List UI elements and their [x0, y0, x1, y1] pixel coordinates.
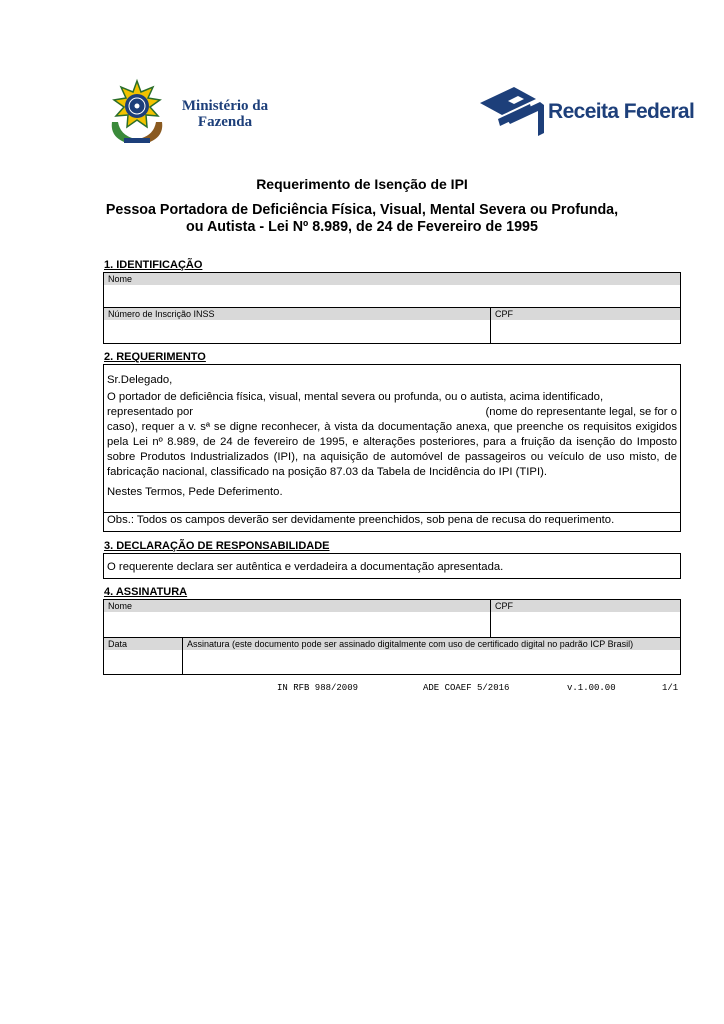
footer-ade: ADE COAEF 5/2016 — [423, 683, 510, 693]
assinatura-cpf-field[interactable] — [491, 600, 680, 612]
assinatura-label: Assinatura (este documento pode ser assinado digitalmente com uso de certificado digital no padrão ICP Brasil) — [183, 638, 680, 650]
subtitle-line2: ou Autista - Lei Nº 8.989, de 24 de Fevereiro de 1995 — [186, 219, 538, 235]
nome-label: Nome — [104, 273, 680, 285]
obs-text: Obs.: Todos os campos deverão ser devidamente preenchidos, sob pena de recusa do requerimento. — [107, 514, 615, 526]
assinatura-nome-label: Nome — [104, 600, 490, 612]
assinatura-nome-field[interactable] — [104, 600, 490, 612]
inss-field[interactable] — [104, 308, 490, 320]
representado-por-text: representado por — [107, 406, 194, 418]
form-title: Requerimento de Isenção de IPI — [256, 176, 468, 192]
closing-text: Nestes Termos, Pede Deferimento. — [107, 486, 283, 498]
assinatura-field[interactable] — [183, 638, 680, 650]
section-declaracao-heading: 3. DECLARAÇÃO DE RESPONSABILIDADE — [104, 540, 330, 552]
cpf-label: CPF — [491, 308, 680, 320]
body-paragraph: caso), requer a v. sª se digne reconhecer, à vista da documentação anexa, que preenche os requisitos exigidos pela Lei nº 8.989, de 24 de fevereiro de 1995, e alterações posteriores, para a fruição da isenção do Imposto sobre Produtos Industrializados (IPI), na aquisição de automóvel de passageiros ou veículo de uso misto, de fabricação nacional, classificado na posição 87.03 da Tabela de Incidência do IPI (TIPI). — [107, 421, 677, 478]
cpf-field[interactable] — [491, 308, 680, 320]
ministry-line1: Ministério da — [181, 98, 269, 114]
assinatura-box — [103, 599, 681, 675]
subtitle-line1: Pessoa Portadora de Deficiência Física, Visual, Mental Severa ou Profunda, — [105, 202, 619, 218]
section-identificacao-heading: 1. IDENTIFICAÇÃO — [104, 259, 203, 271]
inss-label: Número de Inscrição INSS — [104, 308, 490, 320]
representante-hint: (nome do representante legal, se for o — [485, 406, 677, 418]
identificacao-box — [103, 272, 681, 344]
footer-page: 1/1 — [662, 683, 679, 693]
receita-federal-logo-icon — [478, 85, 550, 137]
section-assinatura-heading: 4. ASSINATURA — [104, 586, 188, 598]
divider — [104, 512, 680, 513]
ministry-name — [170, 98, 280, 130]
section-requerimento-heading: 2. REQUERIMENTO — [104, 351, 206, 363]
greeting: Sr.Delegado, — [107, 374, 173, 386]
ministry-line2: Fazenda — [197, 114, 253, 130]
body-line1: O portador de deficiência física, visual, mental severa ou profunda, ou o autista, acima identificado, — [107, 391, 604, 403]
page-header — [0, 0, 724, 160]
footer-norma: IN RFB 988/2009 — [277, 683, 359, 693]
footer-version: v.1.00.00 — [567, 683, 616, 693]
assinatura-cpf-label: CPF — [491, 600, 680, 612]
data-label: Data — [104, 638, 182, 650]
form-subtitle — [0, 202, 724, 236]
requerimento-text — [107, 373, 677, 500]
coat-of-arms-icon — [102, 78, 172, 148]
nome-field[interactable] — [104, 273, 680, 285]
data-field[interactable] — [104, 638, 182, 650]
receita-federal-brand: Receita Federal — [548, 100, 695, 123]
body-line2 — [107, 405, 677, 420]
declaracao-text: O requerente declara ser autêntica e verdadeira a documentação apresentada. — [107, 561, 504, 573]
